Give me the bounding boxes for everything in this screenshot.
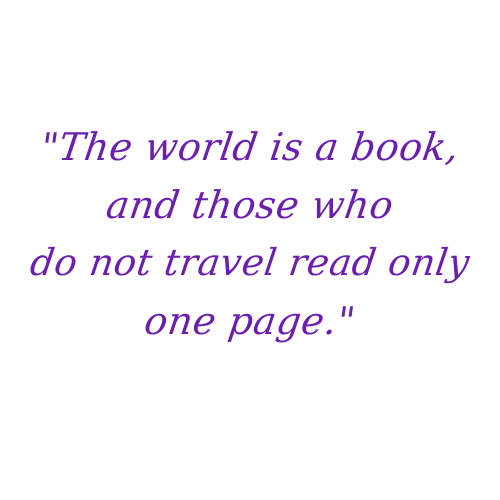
quote-line-2: and those who — [103, 183, 397, 227]
quote-line-1: "The world is a book, — [37, 125, 463, 169]
quote-line-3: do not travel read only — [27, 241, 473, 284]
quote-text — [0, 118, 500, 350]
quote-line-4: one page." — [141, 299, 359, 343]
